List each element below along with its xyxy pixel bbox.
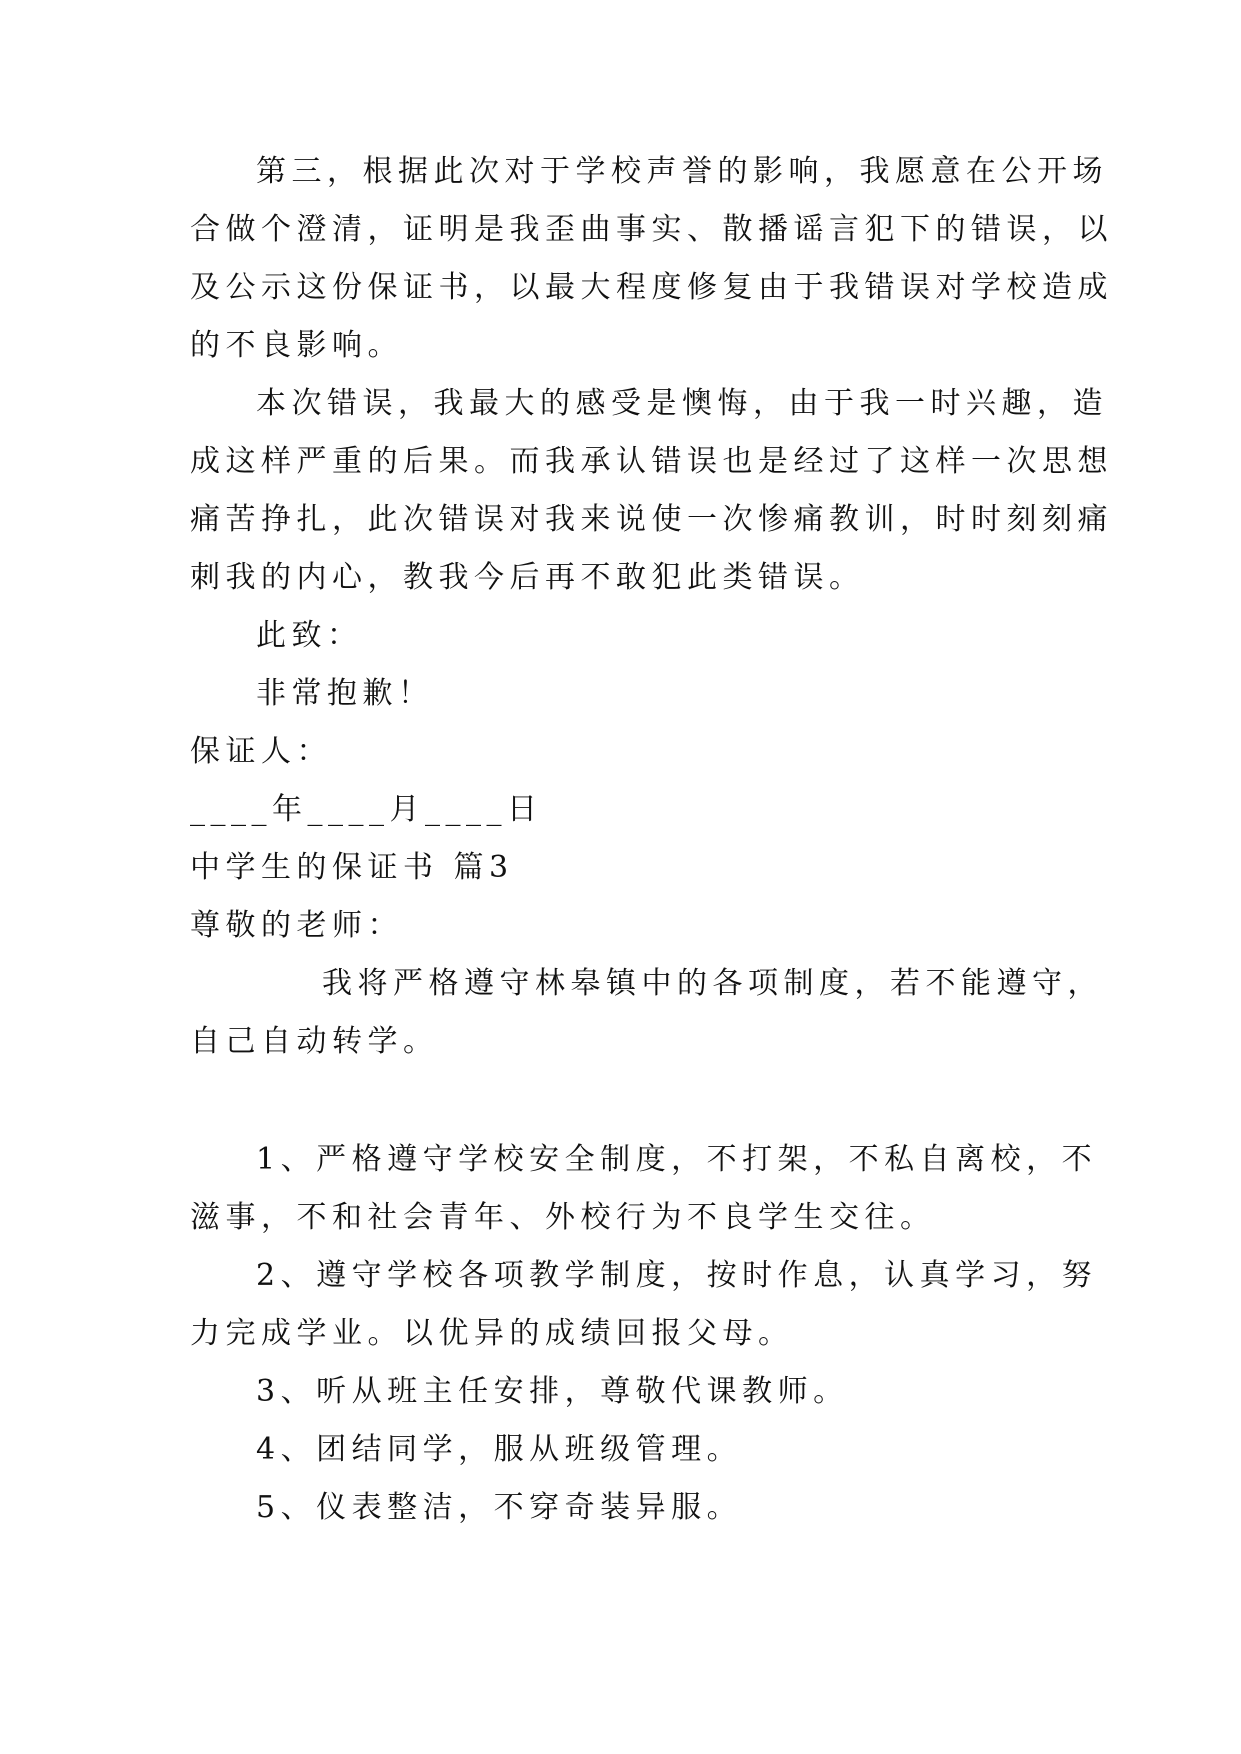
paragraph-line: 本次错误，我最大的感受是懊悔，由于我一时兴趣，造: [256, 386, 1108, 421]
paragraph-line: 刺我的内心，教我今后再不敢犯此类错误。: [190, 560, 865, 595]
list-item-line: 3、听从班主任安排，尊敬代课教师。: [256, 1374, 849, 1409]
paragraph-line: 及公示这份保证书，以最大程度修复由于我错误对学校造成: [190, 270, 1113, 305]
list-item-line: 力完成学业。以优异的成绩回报父母。: [190, 1316, 794, 1351]
list-item-line: 2、遵守学校各项教学制度，按时作息，认真学习，努: [256, 1258, 1098, 1293]
paragraph-line: 第三，根据此次对于学校声誉的影响，我愿意在公开场: [256, 154, 1108, 189]
paragraph-line: 的不良影响。: [190, 328, 403, 363]
list-item-line: 1、严格遵守学校安全制度，不打架，不私自离校，不: [256, 1142, 1098, 1177]
paragraph-line: 成这样严重的后果。而我承认错误也是经过了这样一次思想: [190, 444, 1113, 479]
list-item-line: 5、仪表整洁，不穿奇装异服。: [256, 1490, 743, 1525]
list-item-line: 滋事，不和社会青年、外校行为不良学生交往。: [190, 1200, 936, 1235]
date-line: ____年____月____日: [190, 792, 543, 827]
paragraph-line: 合做个澄清，证明是我歪曲事实、散播谣言犯下的错误，以: [190, 212, 1113, 247]
closing-line: 非常抱歉！: [256, 676, 434, 711]
list-item-line: 4、团结同学，服从班级管理。: [256, 1432, 743, 1467]
closing-line: 此致：: [256, 618, 363, 653]
salutation: 尊敬的老师：: [190, 908, 403, 943]
signature-label: 保证人：: [190, 734, 332, 769]
section-title: 中学生的保证书 篇3: [190, 850, 514, 885]
paragraph-line: 自己自动转学。: [190, 1024, 439, 1059]
paragraph-line: 痛苦挣扎，此次错误对我来说使一次惨痛教训，时时刻刻痛: [190, 502, 1113, 537]
paragraph-line: 我将严格遵守林皋镇中的各项制度，若不能遵守，: [322, 966, 1103, 1001]
